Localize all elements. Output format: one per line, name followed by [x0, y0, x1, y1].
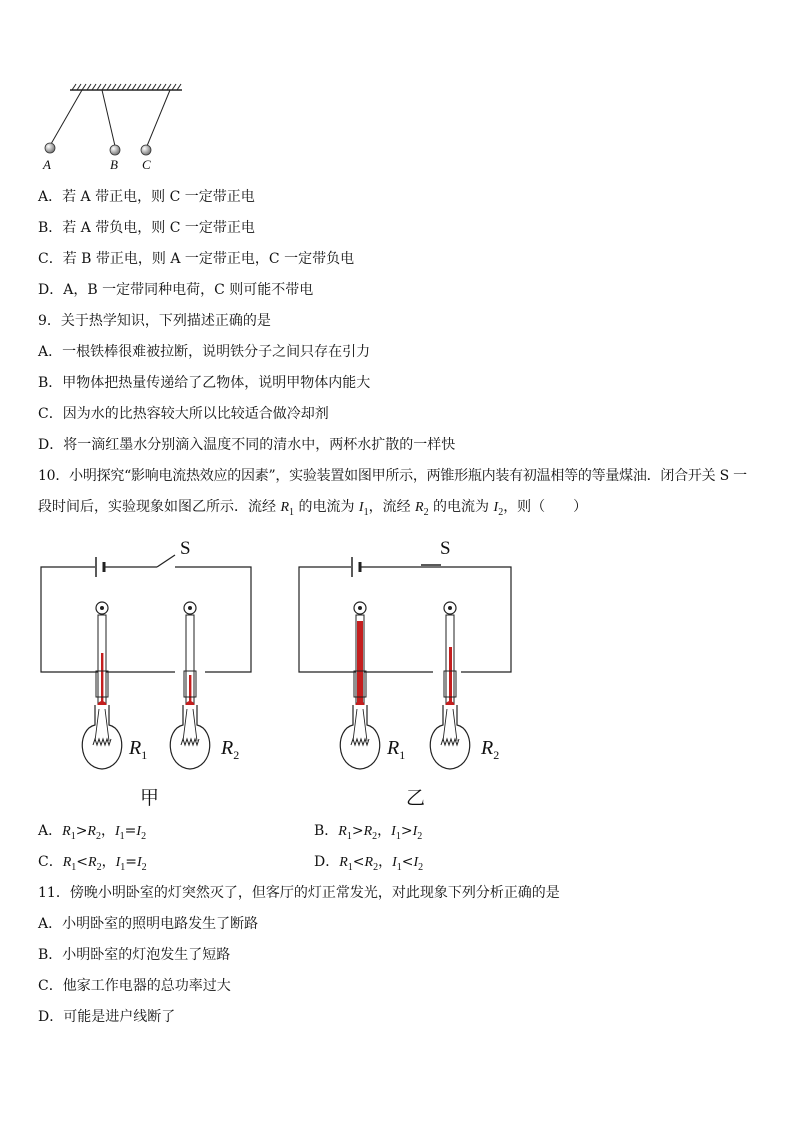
switch-label-jia: S: [180, 538, 191, 559]
q8-option-b: B．若 A 带负电，则 C 一定带正电: [38, 220, 255, 236]
q9-option-c: C．因为水的比热容较大所以比较适合做冷却剂: [38, 406, 329, 422]
q11-option-b: B．小明卧室的灯泡发生了短路: [38, 947, 231, 963]
ball-c: [141, 145, 151, 155]
q11-option-c: C．他家工作电器的总功率过大: [38, 978, 231, 994]
caption-yi: 乙: [406, 787, 426, 809]
switch-label-yi: S: [440, 538, 451, 559]
ball-b: [110, 145, 120, 155]
ball-a: [45, 143, 55, 153]
q10-option-b: B．$R_1>R_2$，$I_1>I_2$: [314, 823, 423, 842]
q10-option-d: D．$R_1<R_2$，$I_1<I_2$: [314, 854, 424, 873]
r2-label-yi: $R_2$: [481, 737, 500, 762]
label-c: C: [142, 157, 151, 172]
q11-option-d: D．可能是进户线断了: [38, 1009, 176, 1025]
q11-option-a: A．小明卧室的照明电路发生了断路: [38, 916, 259, 932]
r1-label-yi: $R_1$: [387, 737, 406, 762]
caption-jia: 甲: [140, 787, 160, 809]
q10-option-a: A．$R_1>R_2$，$I_1=I_2$: [38, 823, 147, 842]
label-a: A: [43, 157, 51, 172]
q9-option-a: A．一根铁棒很难被拉断，说明铁分子之间只存在引力: [38, 344, 371, 360]
q9-option-b: B．甲物体把热量传递给了乙物体，说明甲物体内能大: [38, 375, 371, 391]
q11-stem: 11．傍晚小明卧室的灯突然灭了，但客厅的灯正常发光，对此现象下列分析正确的是: [38, 885, 560, 901]
q8-option-a: A．若 A 带正电，则 C 一定带正电: [38, 189, 255, 205]
q8-option-d: D．A，B 一定带同种电荷，C 则可能不带电: [38, 282, 314, 298]
q10-option-c: C．$R_1<R_2$，$I_1=I_2$: [38, 854, 147, 873]
q9-option-d: D．将一滴红墨水分别滴入温度不同的清水中，两杯水扩散的一样快: [38, 437, 456, 453]
q9-stem: 9．关于热学知识，下列描述正确的是: [38, 313, 271, 329]
q8-option-c: C．若 B 带正电，则 A 一定带正电，C 一定带负电: [38, 251, 355, 267]
label-b: B: [110, 157, 118, 172]
r2-label-jia: $R_2$: [221, 737, 240, 762]
r1-label-jia: $R_1$: [129, 737, 148, 762]
q10-stem-line2: 段时间后，实验现象如图乙所示．流经 $R_1$ 的电流为 $I_1$，流经 $R_2$ 的电流为 $I_2$，则（ ）: [38, 499, 588, 518]
q10-stem-line1: 10．小明探究“影响电流热效应的因素”，实验装置如图甲所示，两锥形瓶内装有初温相等的等量煤油．闭合开关 S 一: [38, 468, 747, 484]
